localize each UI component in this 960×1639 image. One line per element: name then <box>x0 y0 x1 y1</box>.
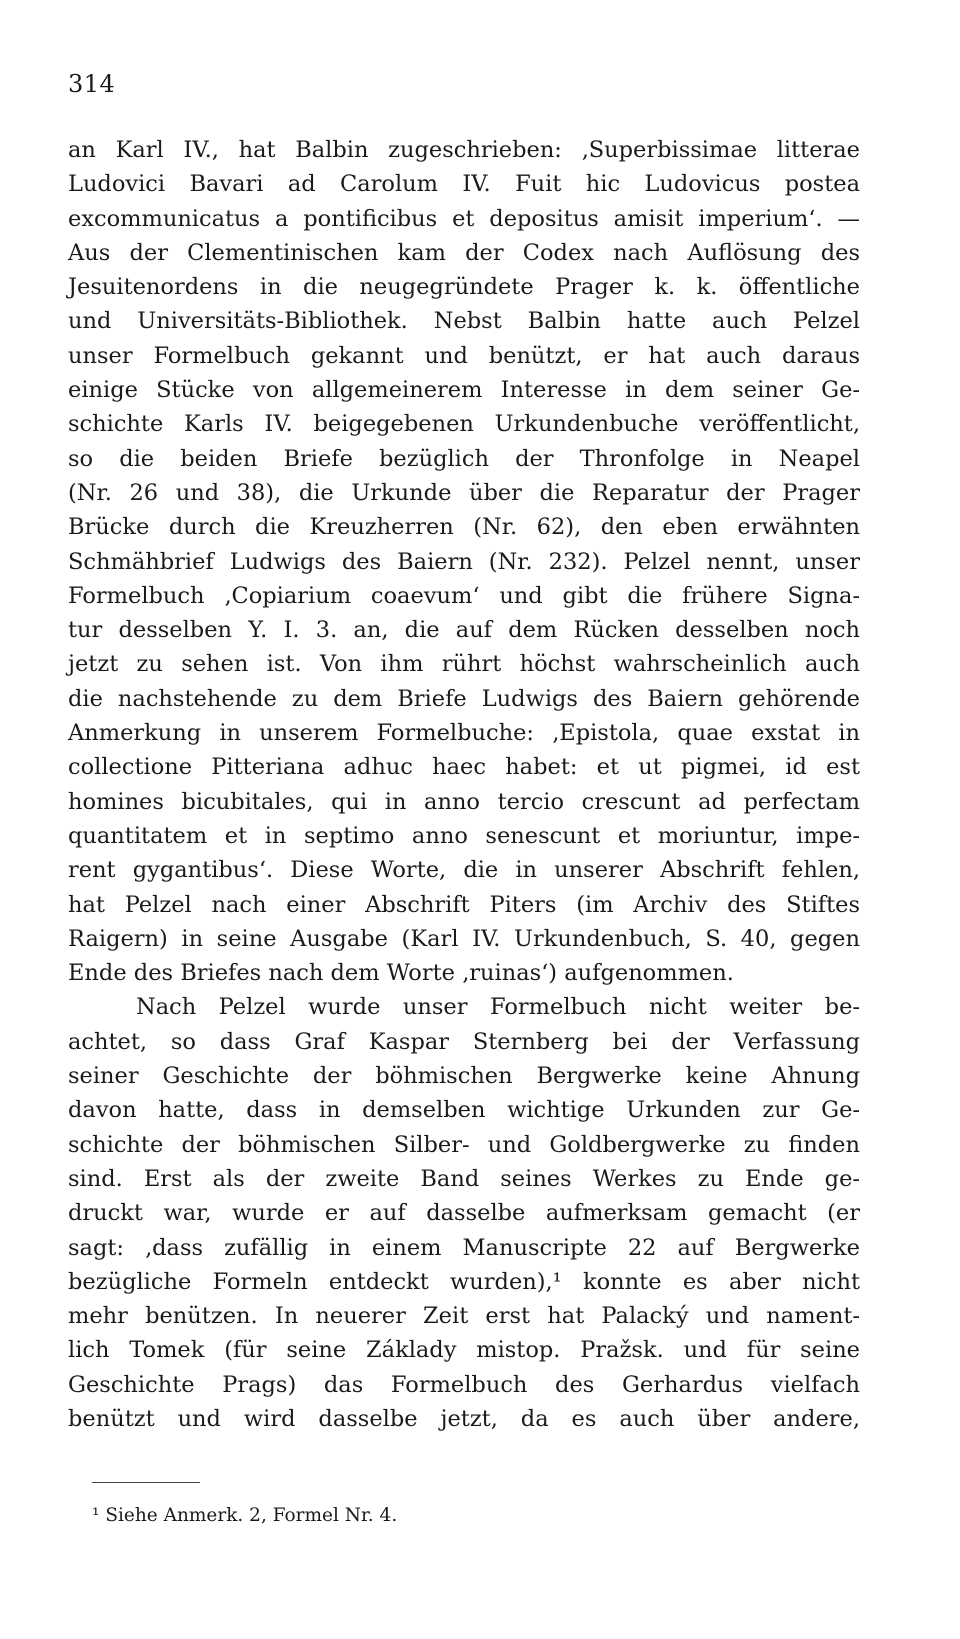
text-line: rent gygantibus‘. Diese Worte, die in unserer Abschrift fehlen, <box>68 857 860 884</box>
text-line: druckt war, wurde er auf dasselbe aufmerksam gemacht (er <box>68 1200 860 1227</box>
text-line: excommunicatus a pontificibus et depositus amisit imperium‘. — <box>68 205 860 232</box>
text-line: hat Pelzel nach einer Abschrift Piters (im Archiv des Stiftes <box>68 891 860 918</box>
text-line: jetzt zu sehen ist. Von ihm rührt höchst wahrscheinlich auch <box>68 651 860 678</box>
text-line: schichte Karls IV. beigegebenen Urkundenbuche veröffentlicht, <box>68 411 860 438</box>
text-line: Formelbuch ‚Copiarium coaevum‘ und gibt die frühere Signa- <box>68 582 860 609</box>
paragraph-1 <box>68 133 860 990</box>
footnote-marker: ¹ <box>92 1505 100 1526</box>
text-line: schichte der böhmischen Silber- und Goldbergwerke zu finden <box>68 1131 860 1158</box>
text-line: quantitatem et in septimo anno senescunt et moriuntur, impe- <box>68 822 860 849</box>
text-line: bezügliche Formeln entdeckt wurden),¹ konnte es aber nicht <box>68 1268 860 1295</box>
text-line: Geschichte Prags) das Formelbuch des Gerhardus vielfach <box>68 1371 860 1398</box>
footnote-text: Siehe Anmerk. 2, Formel Nr. 4. <box>105 1505 398 1526</box>
text-line: die nachstehende zu dem Briefe Ludwigs des Baiern gehörende <box>68 685 860 712</box>
text-line: Ludovici Bavari ad Carolum IV. Fuit hic Ludovicus postea <box>68 171 860 198</box>
text-line: seiner Geschichte der böhmischen Bergwerke keine Ahnung <box>68 1063 860 1090</box>
text-line: collectione Pitteriana adhuc haec habet: et ut pigmei, id est <box>68 754 860 781</box>
text-line: sagt: ‚dass zufällig in einem Manuscripte 22 auf Bergwerke <box>68 1234 860 1261</box>
text-line: Anmerkung in unserem Formelbuche: ‚Epistola, quae exstat in <box>68 720 860 747</box>
text-line: Ende des Briefes nach dem Worte ‚ruinas‘) aufgenommen. <box>68 960 734 987</box>
text-line: Aus der Clementinischen kam der Codex nach Auflösung des <box>68 239 860 266</box>
text-line: Jesuitenordens in die neugegründete Prager k. k. öffentliche <box>68 274 860 301</box>
page-number: 314 <box>68 70 116 98</box>
body-text <box>68 133 860 1436</box>
text-line: lich Tomek (für seine Základy mistop. Pražsk. und für seine <box>68 1337 860 1364</box>
text-line: sind. Erst als der zweite Band seines Werkes zu Ende ge- <box>68 1165 860 1192</box>
footnote-divider <box>92 1482 200 1483</box>
text-line: Schmähbrief Ludwigs des Baiern (Nr. 232). Pelzel nennt, unser <box>68 548 860 575</box>
text-line: (Nr. 26 und 38), die Urkunde über die Reparatur der Prager <box>68 479 860 506</box>
text-line: an Karl IV., hat Balbin zugeschrieben: ‚Superbissimae litterae <box>68 137 860 163</box>
text-line: tur desselben Y. I. 3. an, die auf dem Rücken desselben noch <box>68 617 860 644</box>
text-line: achtet, so dass Graf Kaspar Sternberg bei der Verfassung <box>68 1028 860 1055</box>
text-line: homines bicubitales, qui in anno tercio crescunt ad perfectam <box>68 788 860 815</box>
text-line: mehr benützen. In neuerer Zeit erst hat Palacký und nament- <box>68 1303 860 1330</box>
paragraph-2 <box>68 990 860 1436</box>
footnote <box>92 1504 397 1528</box>
text-line: benützt und wird dasselbe jetzt, da es auch über andere, <box>68 1405 860 1432</box>
text-line: davon hatte, dass in demselben wichtige Urkunden zur Ge- <box>68 1097 860 1124</box>
text-line: Brücke durch die Kreuzherren (Nr. 62), den eben erwähnten <box>68 514 860 541</box>
text-line: so die beiden Briefe bezüglich der Thronfolge in Neapel <box>68 445 860 472</box>
text-line: einige Stücke von allgemeinerem Interesse in dem seiner Ge- <box>68 377 860 404</box>
text-line: und Universitäts-Bibliothek. Nebst Balbin hatte auch Pelzel <box>68 308 860 335</box>
text-line: Nach Pelzel wurde unser Formelbuch nicht weiter be- <box>136 994 860 1021</box>
text-line: Raigern) in seine Ausgabe (Karl IV. Urkundenbuch, S. 40, gegen <box>68 925 860 952</box>
text-line: unser Formelbuch gekannt und benützt, er hat auch daraus <box>68 342 860 369</box>
